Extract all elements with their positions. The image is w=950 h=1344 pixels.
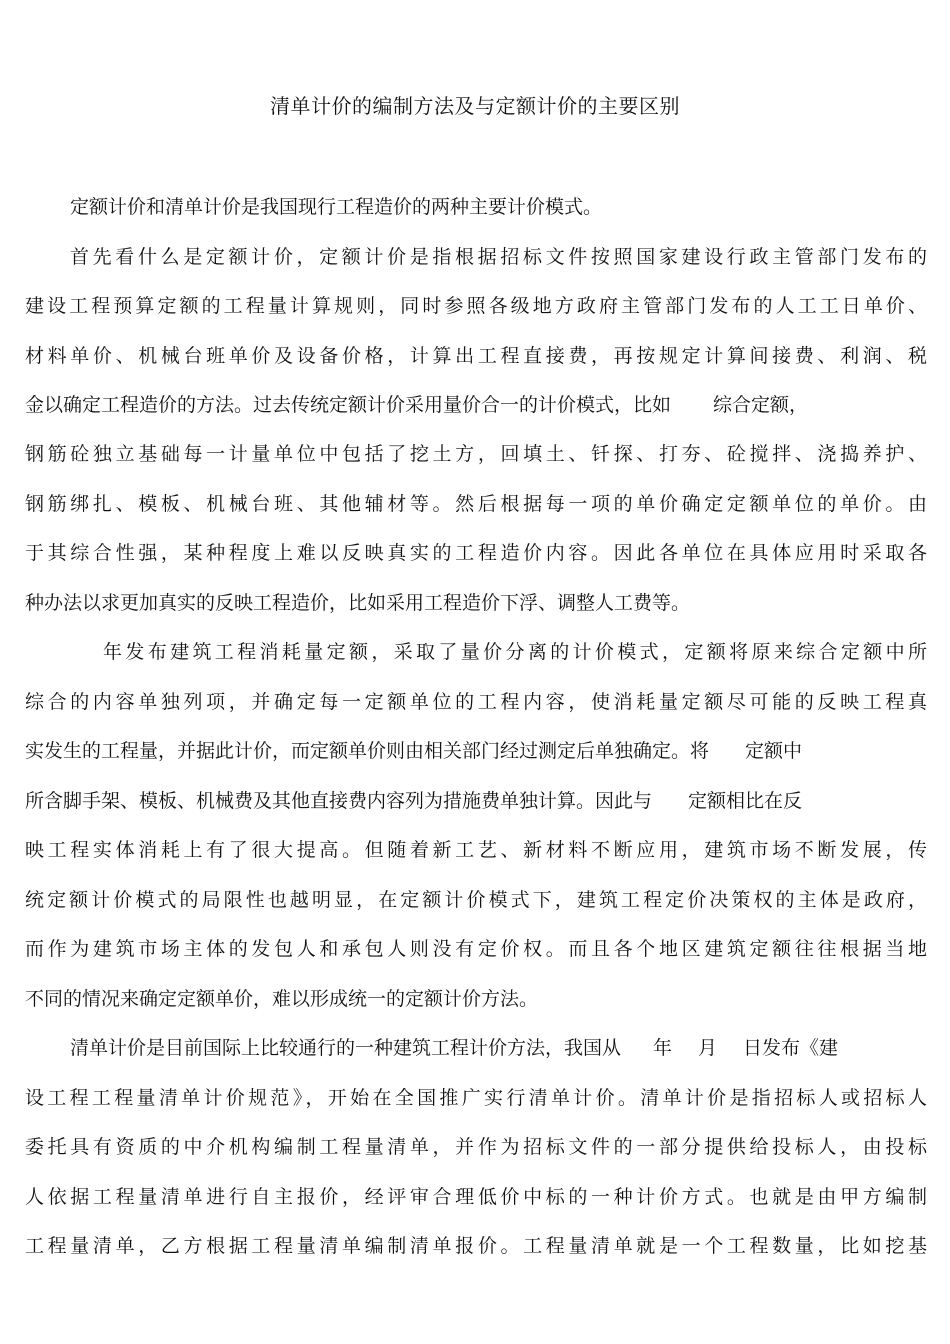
paragraph-2-line-8: 种办法以求更加真实的反映工程造价，比如采用工程造价下浮、调整人工费等。 (25, 592, 691, 614)
paragraph-2-line-4-part-a: 金以确定工程造价的方法。过去传统定额计价采用量价合一的计价模式，比如 (25, 394, 672, 416)
paragraph-3-line-3-part-a: 实发生的工程量，并据此计价，而定额单价则由相关部门经过测定后单独确定。将 (25, 740, 710, 762)
paragraph-3-line-4-part-b: 定额相比在反 (688, 790, 803, 812)
paragraph-4-line-5: 工程量清单，乙方根据工程量清单编制清单报价。工程量清单就是一个工程数量，比如挖基 (25, 1235, 927, 1257)
paragraph-2-line-4-part-b: 综合定额， (713, 394, 809, 416)
paragraph-4-line-2: 设工程工程量清单计价规范》，开始在全国推广实行清单计价。清单计价是指招标人或招标人 (25, 1087, 927, 1109)
paragraph-3-line-5: 映工程实体消耗上有了很大提高。但随着新工艺、新材料不断应用，建筑市场不断发展，传 (25, 839, 927, 861)
paragraph-4-line-3: 委托具有资质的中介机构编制工程量清单，并作为招标文件的一部分提供给投标人，由投标 (25, 1136, 927, 1158)
paragraph-3-line-4 (25, 787, 927, 815)
paragraph-2-line-3: 材料单价、机械台班单价及设备价格，计算出工程直接费，再按规定计算间接费、利润、税 (25, 345, 927, 367)
paragraph-3-line-3-part-b: 定额中 (745, 740, 803, 762)
paragraph-3-line-4-part-a: 所含脚手架、模板、机械费及其他直接费内容列为措施费单独计算。因此与 (25, 790, 653, 812)
paragraph-4-line-1-part-a: 清单计价是目前国际上比较通行的一种建筑工程计价方法，我国从 (70, 1037, 622, 1059)
paragraph-4-line-4: 人依据工程量清单进行自主报价，经评审合理低价中标的一种计价方式。也就是由甲方编制 (25, 1186, 927, 1208)
paragraph-2-line-6: 钢筋绑扎、模板、机械台班、其他辅材等。然后根据每一项的单价确定定额单位的单价。由 (25, 493, 927, 515)
paragraph-3-line-1: 年发布建筑工程消耗量定额，采取了量价分离的计价模式，定额将原来综合定额中所 (103, 641, 927, 663)
paragraph-4-line-1-part-d: 日发布《建 (743, 1037, 839, 1059)
paragraph-4-line-1 (70, 1034, 927, 1062)
paragraph-2-line-1: 首先看什么是定额计价，定额计价是指根据招标文件按照国家建设行政主管部门发布的 (70, 246, 927, 268)
document-title: 清单计价的编制方法及与定额计价的主要区别 (270, 94, 680, 118)
paragraph-2-line-2: 建设工程预算定额的工程量计算规则，同时参照各级地方政府主管部门发布的人工工日单价、 (25, 295, 927, 317)
paragraph-4-line-1-month: 月 (698, 1037, 718, 1059)
paragraph-3-line-3 (25, 737, 927, 765)
paragraph-2-line-5: 钢筋砼独立基础每一计量单位中包括了挖土方，回填土、钎探、打夯、砼搅拌、浇捣养护、 (25, 443, 927, 465)
paragraph-1-line-1: 定额计价和清单计价是我国现行工程造价的两种主要计价模式。 (70, 196, 603, 218)
paragraph-3-line-7: 而作为建筑市场主体的发包人和承包人则没有定价权。而且各个地区建筑定额往往根据当地 (25, 938, 927, 960)
paragraph-3-line-2: 综合的内容单独列项，并确定每一定额单位的工程内容，使消耗量定额尽可能的反映工程真 (25, 691, 927, 713)
paragraph-3-line-6: 统定额计价模式的局限性也越明显，在定额计价模式下，建筑工程定价决策权的主体是政府， (25, 889, 927, 911)
paragraph-3-line-8: 不同的情况来确定定额单价，难以形成统一的定额计价方法。 (25, 988, 539, 1010)
paragraph-2-line-4 (25, 391, 927, 419)
paragraph-2-line-7: 于其综合性强，某种程度上难以反映真实的工程造价内容。因此各单位在具体应用时采取各 (25, 542, 927, 564)
paragraph-4-line-1-year: 年 (653, 1037, 673, 1059)
